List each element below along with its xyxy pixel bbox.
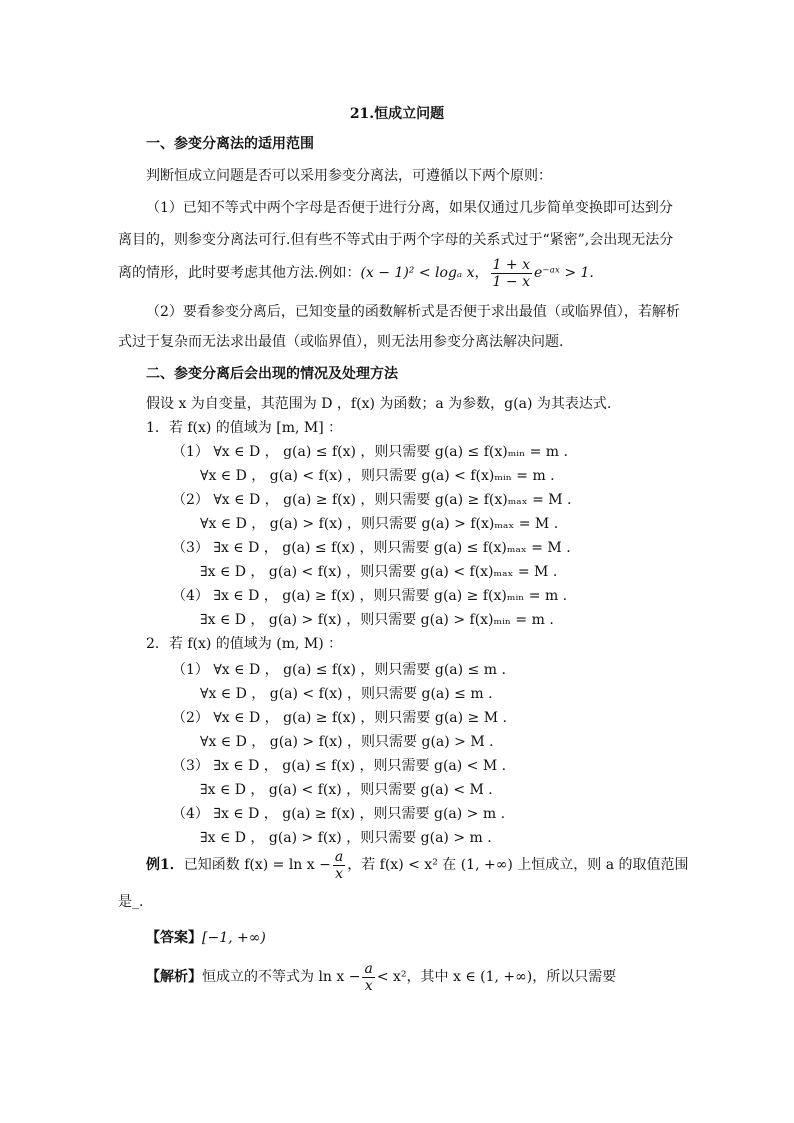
fraction-numerator: a	[364, 960, 373, 977]
example-fraction	[491, 257, 532, 290]
case-2-heading: 2．若 f(x) 的值域为 (m, M) ：	[146, 636, 343, 652]
solution-line	[146, 960, 616, 994]
paragraph-principle-1-line-3	[118, 256, 594, 290]
fraction-denominator: x	[364, 977, 373, 994]
paragraph-principle-2-line-2: 式过于复杂而无法求出最值（或临界值），则无法用参变分离法解决问题.	[118, 334, 564, 350]
case-1-rule: （3） ∃x ∈ D ， g(a) ≤ f(x) ，则只需要 g(a) ≤ f(x)ₘₐₓ = M .	[172, 540, 571, 556]
section-heading-1: 一、参变分离法的适用范围	[146, 136, 314, 152]
solution-text-pre: 恒成立的不等式为 ln x −	[202, 969, 361, 985]
fraction-denominator: 1 − x	[492, 273, 530, 290]
separator-comma: ，	[474, 265, 489, 281]
case-2-rule: （2） ∀x ∈ D ， g(a) ≥ f(x) ，则只需要 g(a) ≥ M .	[172, 710, 507, 726]
case-2-rule: ∃x ∈ D ， g(a) < f(x) ，则只需要 g(a) < M .	[200, 782, 493, 798]
fraction-denominator: x	[335, 865, 343, 882]
example-fraction-a-over-x	[333, 849, 345, 882]
paragraph-principle-1-line-1: （1）已知不等式中两个字母是否便于进行分离，如果仅通过几步简单变换即可达到分	[146, 200, 673, 216]
case-1-rule: ∀x ∈ D ， g(a) > f(x) ，则只需要 g(a) > f(x)ₘₐₓ = M .	[200, 516, 559, 532]
example-text-post: ，若 f(x) < x² 在 (1, +∞) 上恒成立，则 a 的取值范围	[347, 857, 689, 873]
case-1-rule: （1） ∀x ∈ D ， g(a) ≤ f(x) ，则只需要 g(a) ≤ f(x)ₘᵢₙ = m .	[172, 444, 568, 460]
paragraph-principle-1-line-2: 离目的，则参变分离法可行.但有些不等式由于两个字母的关系式过于“紧密”,会出现无法分	[118, 232, 674, 248]
case-1-rule: ∃x ∈ D ， g(a) > f(x) ，则只需要 g(a) > f(x)ₘᵢₙ = m .	[200, 612, 554, 628]
solution-label: 【解析】	[146, 969, 202, 985]
example-lead-text: 离的情形，此时要考虑其他方法.例如：	[118, 265, 361, 281]
fraction-numerator: a	[334, 848, 344, 865]
section-heading-2: 二、参变分离后会出现的情况及处理方法	[146, 366, 398, 382]
case-1-rule: （2） ∀x ∈ D ， g(a) ≥ f(x) ，则只需要 g(a) ≥ f(x)ₘₐₓ = M .	[172, 492, 572, 508]
answer-label: 【答案】	[146, 930, 202, 946]
case-1-rule: ∃x ∈ D ， g(a) < f(x) ，则只需要 g(a) < f(x)ₘₐₓ = M .	[200, 564, 558, 580]
answer-line	[146, 928, 266, 948]
fraction-numerator: 1 + x	[492, 256, 530, 273]
case-1-rule: ∀x ∈ D ， g(a) < f(x) ，则只需要 g(a) < f(x)ₘᵢₙ = m .	[200, 468, 555, 484]
example-1-line-2: 是_.	[118, 894, 144, 910]
example-label: 例1．	[146, 857, 184, 873]
solution-text-post: < x²，其中 x ∈ (1, +∞)，所以只需要	[376, 969, 617, 985]
case-2-rule: ∀x ∈ D ， g(a) < f(x) ，则只需要 g(a) ≤ m .	[200, 686, 493, 702]
paragraph-intro: 判断恒成立问题是否可以采用参变分离法，可遵循以下两个原则：	[146, 168, 552, 184]
example-inequality-2-tail: e⁻ᵃˣ > 1.	[533, 265, 594, 281]
case-2-rule: （1） ∀x ∈ D ， g(a) ≤ f(x) ，则只需要 g(a) ≤ m .	[172, 662, 506, 678]
case-2-rule: （4） ∃x ∈ D ， g(a) ≥ f(x) ，则只需要 g(a) > m .	[172, 806, 506, 822]
case-2-rule: （3） ∃x ∈ D ， g(a) ≤ f(x) ，则只需要 g(a) < M .	[172, 758, 507, 774]
case-2-rule: ∀x ∈ D ， g(a) > f(x) ，则只需要 g(a) > M .	[200, 734, 494, 750]
answer-value: [−1, +∞)	[202, 930, 266, 946]
case-2-rule: ∃x ∈ D ， g(a) > f(x) ，则只需要 g(a) > m .	[200, 830, 492, 846]
paragraph-principle-2-line-1: （2）要看参变分离后，已知变量的函数解析式是否便于求出最值（或临界值），若解析	[146, 304, 680, 320]
case-1-rule: （4） ∃x ∈ D ， g(a) ≥ f(x) ，则只需要 g(a) ≥ f(x)ₘᵢₙ = m .	[172, 588, 568, 604]
case-1-heading: 1．若 f(x) 的值域为 [m, M] ：	[146, 420, 343, 436]
document-title: 21.恒成立问题	[349, 106, 445, 122]
paragraph-assumption: 假设 x 为自变量，其范围为 D ，f(x) 为函数；a 为参数，g(a) 为其表达式.	[146, 396, 612, 412]
solution-fraction-a-over-x	[362, 961, 374, 994]
example-inequality-1: (x − 1)² < logₐ x	[360, 265, 475, 281]
example-1-line-1	[146, 848, 689, 882]
example-text-pre: 已知函数 f(x) = ln x −	[183, 857, 331, 873]
